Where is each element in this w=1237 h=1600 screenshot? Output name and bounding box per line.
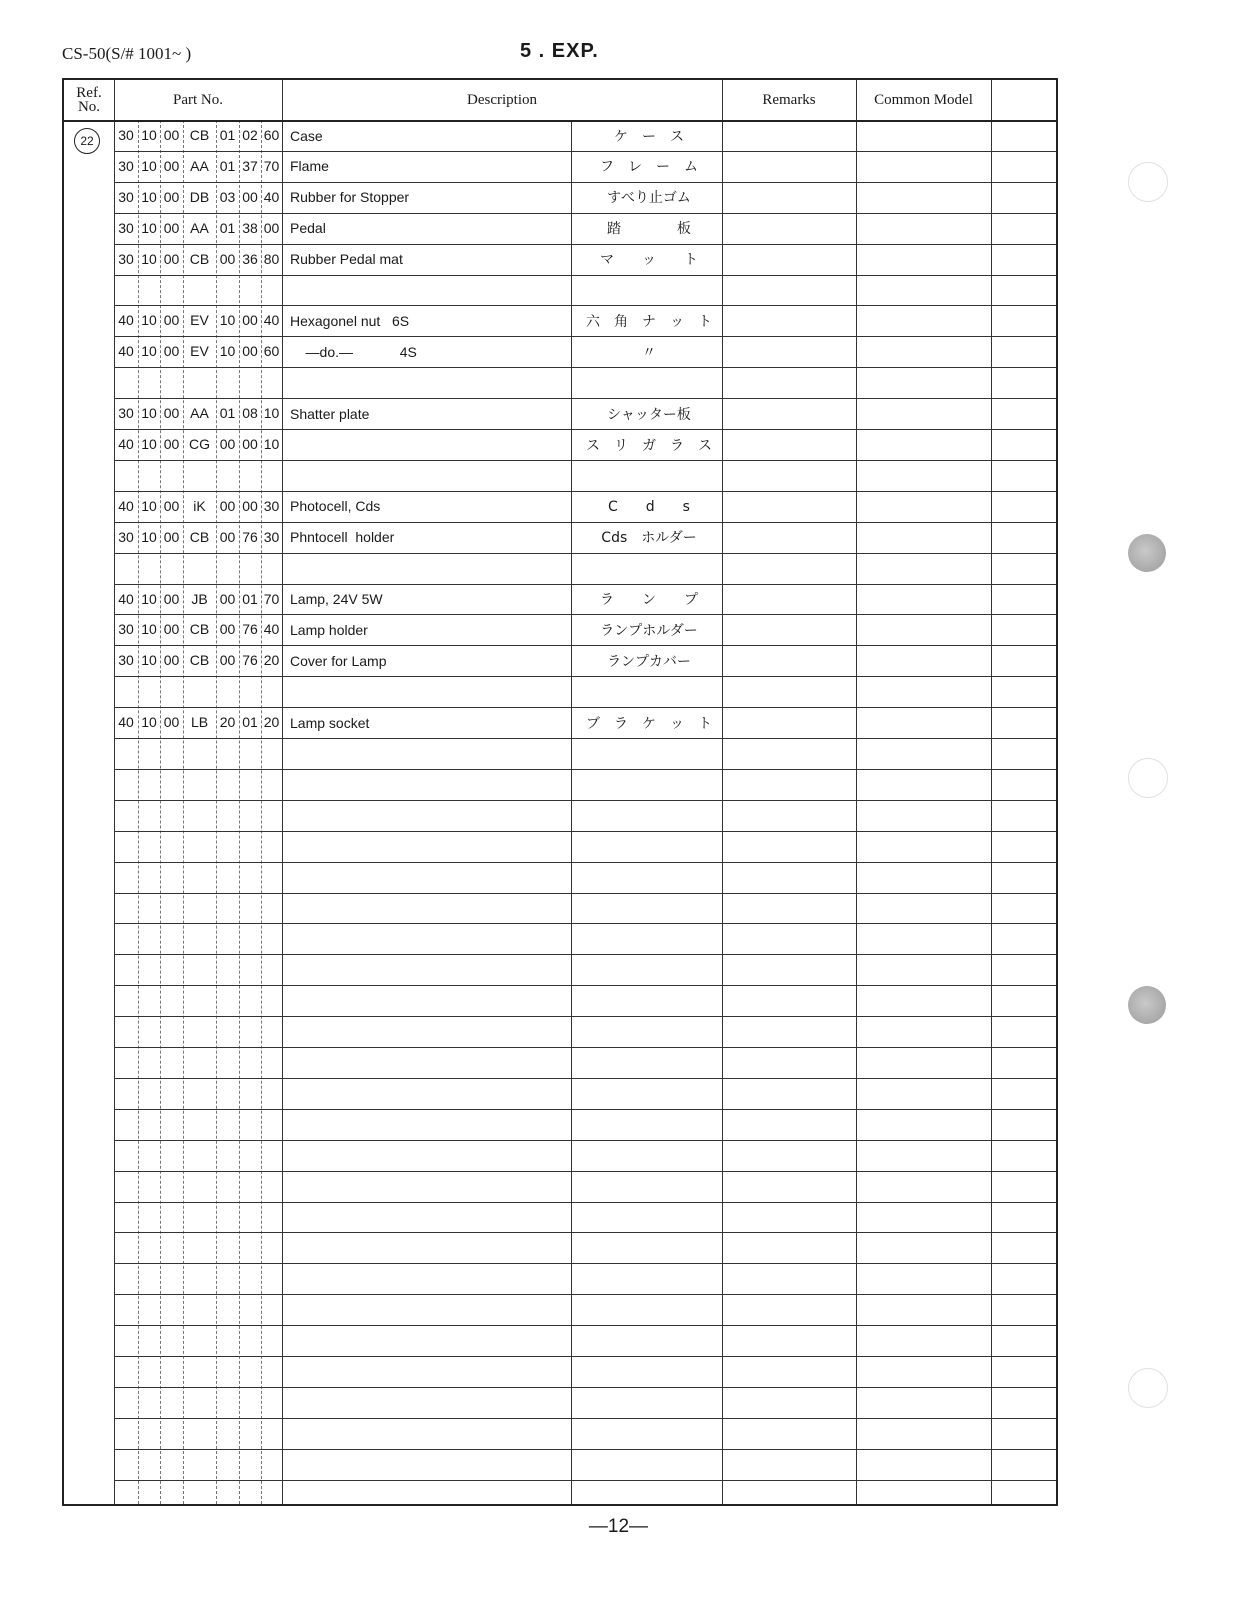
part-number-segment: 70 bbox=[263, 157, 280, 174]
ref-badge: 22 bbox=[74, 128, 100, 154]
row-rule bbox=[114, 1202, 1056, 1203]
description-en bbox=[290, 275, 570, 306]
part-number-segment: 40 bbox=[118, 436, 134, 452]
table-row bbox=[114, 893, 1056, 924]
description-en: Case bbox=[290, 127, 323, 144]
description-en: —do.— 4S bbox=[290, 343, 417, 360]
part-number-segment: 10 bbox=[141, 250, 157, 267]
part-number-segment: CB bbox=[189, 652, 210, 669]
description-en bbox=[290, 553, 570, 584]
row-rule bbox=[114, 1356, 1056, 1357]
part-number-segment: AA bbox=[190, 405, 209, 422]
header-remarks: Remarks bbox=[762, 92, 816, 108]
part-number-segment: 01 bbox=[219, 157, 236, 174]
row-rule bbox=[114, 1480, 1056, 1481]
description-jp: ブ ラ ケ ッ ト bbox=[586, 715, 712, 732]
part-number-segment bbox=[183, 275, 216, 306]
part-number-segment: 01 bbox=[242, 590, 258, 607]
part-number-segment: 08 bbox=[242, 405, 258, 422]
part-number-segment: 00 bbox=[163, 405, 180, 422]
part-number-segment bbox=[160, 460, 183, 491]
description-en: Phntocell holder bbox=[290, 529, 395, 546]
row-rule bbox=[114, 367, 1056, 368]
table-row bbox=[114, 738, 1056, 769]
part-number-segment: 00 bbox=[163, 528, 180, 545]
part-number-segment: 10 bbox=[263, 436, 280, 452]
part-number-segment bbox=[216, 676, 239, 707]
part-number-segment: 30 bbox=[118, 405, 134, 422]
row-rule bbox=[114, 336, 1056, 337]
part-number-segment: 20 bbox=[263, 714, 280, 731]
part-number-segment: 76 bbox=[242, 621, 258, 638]
part-number-segment: 00 bbox=[219, 590, 236, 607]
part-number-segment: 20 bbox=[219, 714, 236, 731]
part-number-segment bbox=[160, 676, 183, 707]
description-jp: Cds ホルダー bbox=[601, 530, 697, 547]
table-row bbox=[114, 1325, 1056, 1356]
row-rule bbox=[114, 1449, 1056, 1450]
part-number-segment: 10 bbox=[141, 405, 157, 422]
part-number-segment: 03 bbox=[219, 188, 236, 205]
description-jp: C d s bbox=[608, 499, 690, 516]
part-number-segment: 00 bbox=[163, 157, 180, 174]
table-row bbox=[114, 213, 1056, 244]
part-number-segment: 10 bbox=[141, 497, 157, 514]
part-number-segment: AA bbox=[190, 157, 209, 174]
part-number-segment bbox=[261, 367, 282, 398]
part-number-segment: AA bbox=[190, 219, 209, 236]
part-number-segment bbox=[138, 553, 160, 584]
part-number-segment bbox=[239, 367, 261, 398]
part-number-segment bbox=[239, 275, 261, 306]
part-number-segment: 40 bbox=[118, 312, 134, 329]
part-number-segment: 10 bbox=[141, 590, 157, 607]
part-number-segment: 00 bbox=[163, 621, 180, 638]
description-jp: 踏 板 bbox=[607, 221, 691, 238]
part-number-segment bbox=[261, 460, 282, 491]
table-row bbox=[114, 120, 1056, 151]
part-number-segment: 38 bbox=[242, 219, 258, 236]
description-jp bbox=[586, 553, 712, 584]
part-number-segment: 00 bbox=[163, 497, 180, 514]
part-number-segment: 10 bbox=[141, 714, 157, 731]
description-en: Lamp socket bbox=[290, 714, 370, 731]
description-en bbox=[290, 429, 570, 460]
part-number-segment: 00 bbox=[163, 652, 180, 669]
header-ref-no: Ref. No. bbox=[76, 85, 102, 115]
row-rule bbox=[114, 460, 1056, 461]
part-number-segment bbox=[183, 367, 216, 398]
part-number-segment: 10 bbox=[141, 157, 157, 174]
part-number-segment bbox=[138, 676, 160, 707]
description-jp bbox=[586, 676, 712, 707]
row-rule bbox=[114, 305, 1056, 306]
table-row bbox=[114, 614, 1056, 645]
table-row bbox=[114, 275, 1056, 306]
binder-hole bbox=[1128, 758, 1168, 798]
part-number-segment: EV bbox=[190, 312, 209, 329]
binder-hole bbox=[1128, 986, 1166, 1024]
row-rule bbox=[114, 213, 1056, 214]
description-en: Rubber Pedal mat bbox=[290, 251, 403, 268]
part-number-segment: JB bbox=[191, 590, 208, 607]
row-rule bbox=[114, 429, 1056, 430]
part-number-segment bbox=[183, 553, 216, 584]
part-number-segment: 70 bbox=[263, 590, 280, 607]
description-jp: フ レ ー ム bbox=[600, 159, 698, 176]
part-number-segment bbox=[114, 460, 138, 491]
description-jp: すべり止ゴム bbox=[607, 190, 691, 207]
part-number-segment: 00 bbox=[242, 312, 258, 329]
table-row bbox=[114, 1171, 1056, 1202]
table-row bbox=[114, 584, 1056, 615]
description-jp: ス リ ガ ラ ス bbox=[586, 437, 712, 454]
part-number-segment: 01 bbox=[242, 714, 258, 731]
table-row bbox=[114, 985, 1056, 1016]
part-number-segment: 10 bbox=[141, 652, 157, 669]
table-row bbox=[114, 182, 1056, 213]
part-number-segment: CB bbox=[189, 250, 210, 267]
table-row bbox=[114, 1294, 1056, 1325]
part-number-segment: 10 bbox=[141, 528, 157, 545]
row-rule bbox=[114, 244, 1056, 245]
part-number-segment: 40 bbox=[263, 621, 280, 638]
part-number-segment: 00 bbox=[163, 312, 180, 329]
part-number-segment bbox=[216, 460, 239, 491]
part-number-segment: iK bbox=[193, 497, 206, 514]
part-number-segment: 37 bbox=[242, 157, 258, 174]
part-number-segment: 10 bbox=[141, 312, 157, 329]
table-row bbox=[114, 923, 1056, 954]
part-number-segment bbox=[160, 553, 183, 584]
row-rule bbox=[114, 1263, 1056, 1264]
table-row bbox=[114, 429, 1056, 460]
part-number-segment bbox=[183, 460, 216, 491]
header-description: Description bbox=[467, 92, 537, 108]
table-row bbox=[114, 831, 1056, 862]
part-number-segment: 40 bbox=[118, 590, 134, 607]
row-rule bbox=[114, 1047, 1056, 1048]
header-part-no: Part No. bbox=[173, 92, 223, 108]
description-jp: 六 角 ナ ッ ト bbox=[586, 313, 712, 330]
part-number-segment: 60 bbox=[263, 127, 280, 143]
row-rule bbox=[114, 1109, 1056, 1110]
part-number-segment: 01 bbox=[219, 405, 236, 422]
part-number-segment: 76 bbox=[242, 652, 258, 669]
row-rule bbox=[114, 1171, 1056, 1172]
part-number-segment: 30 bbox=[118, 621, 134, 638]
table-row bbox=[114, 1418, 1056, 1449]
row-rule bbox=[114, 800, 1056, 801]
part-number-segment bbox=[114, 367, 138, 398]
part-number-segment bbox=[216, 553, 239, 584]
table-row bbox=[114, 954, 1056, 985]
description-jp: シャッター板 bbox=[607, 406, 691, 423]
description-jp: ケ ー ス bbox=[614, 128, 684, 145]
part-number-segment: 40 bbox=[118, 714, 134, 731]
part-number-segment: CB bbox=[189, 127, 210, 143]
row-rule bbox=[114, 151, 1056, 152]
table-row bbox=[114, 398, 1056, 429]
part-number-segment bbox=[114, 275, 138, 306]
part-number-segment: LB bbox=[190, 714, 209, 731]
row-rule bbox=[114, 769, 1056, 770]
row-rule bbox=[114, 614, 1056, 615]
table-row bbox=[114, 460, 1056, 491]
part-number-segment: 36 bbox=[242, 250, 258, 267]
table-row bbox=[114, 491, 1056, 522]
description-en: Lamp, 24V 5W bbox=[290, 591, 383, 607]
table-row bbox=[114, 1047, 1056, 1078]
part-number-segment: 30 bbox=[118, 219, 134, 236]
description-en: Lamp holder bbox=[290, 621, 368, 638]
row-rule bbox=[114, 645, 1056, 646]
description-en: Shatter plate bbox=[290, 405, 370, 422]
part-number-segment: 00 bbox=[163, 590, 180, 607]
part-number-segment: 00 bbox=[242, 188, 258, 205]
part-number-segment: 30 bbox=[118, 127, 134, 143]
row-rule bbox=[114, 831, 1056, 832]
part-number-segment: 00 bbox=[163, 436, 180, 452]
table-row bbox=[114, 553, 1056, 584]
part-number-segment: CB bbox=[189, 621, 210, 638]
part-number-segment: 40 bbox=[263, 312, 280, 329]
table-row bbox=[114, 645, 1056, 676]
description-jp bbox=[586, 275, 712, 306]
description-en: Rubber for Stopper bbox=[290, 189, 410, 206]
part-number-segment: 60 bbox=[263, 343, 280, 360]
part-number-segment: 10 bbox=[219, 343, 236, 360]
table-row bbox=[114, 1449, 1056, 1480]
table-row bbox=[114, 1202, 1056, 1233]
binder-hole bbox=[1128, 1368, 1168, 1408]
row-rule bbox=[114, 522, 1056, 523]
table-row bbox=[114, 367, 1056, 398]
part-number-segment bbox=[261, 676, 282, 707]
description-en bbox=[290, 460, 570, 491]
row-rule bbox=[114, 707, 1056, 708]
description-en: Photocell, Cds bbox=[290, 498, 381, 515]
table-row bbox=[114, 1356, 1056, 1387]
part-number-segment: 02 bbox=[242, 127, 258, 143]
part-number-segment: EV bbox=[190, 343, 209, 360]
table-row bbox=[114, 1140, 1056, 1171]
parts-table bbox=[62, 78, 1058, 1506]
table-row bbox=[114, 1109, 1056, 1140]
row-rule bbox=[114, 584, 1056, 585]
binder-hole bbox=[1128, 162, 1168, 202]
description-en: Hexagonel nut 6S bbox=[290, 312, 410, 329]
part-number-segment: CB bbox=[189, 528, 210, 545]
row-rule bbox=[114, 553, 1056, 554]
table-row bbox=[114, 862, 1056, 893]
page-title: 5 . EXP. bbox=[520, 40, 599, 62]
part-number-segment: 00 bbox=[242, 497, 258, 514]
description-jp: マ ッ ト bbox=[600, 252, 698, 269]
part-number-segment: 00 bbox=[163, 250, 180, 267]
binder-hole bbox=[1128, 534, 1166, 572]
part-number-segment: 00 bbox=[163, 188, 180, 205]
row-rule bbox=[114, 676, 1056, 677]
part-number-segment: 30 bbox=[263, 497, 280, 514]
part-number-segment: 00 bbox=[163, 219, 180, 236]
part-number-segment: 01 bbox=[219, 127, 236, 143]
part-number-segment: 00 bbox=[242, 436, 258, 452]
part-number-segment: 00 bbox=[163, 714, 180, 731]
part-number-segment: 40 bbox=[118, 343, 134, 360]
row-rule bbox=[114, 1078, 1056, 1079]
part-number-segment: 40 bbox=[263, 188, 280, 205]
row-rule bbox=[114, 1294, 1056, 1295]
row-rule bbox=[114, 491, 1056, 492]
part-number-segment: 00 bbox=[219, 436, 236, 452]
row-rule bbox=[114, 1418, 1056, 1419]
part-number-segment: 30 bbox=[118, 188, 134, 205]
part-number-segment: 00 bbox=[163, 343, 180, 360]
part-number-segment: 20 bbox=[263, 652, 280, 669]
description-jp bbox=[586, 367, 712, 398]
description-en bbox=[290, 676, 570, 707]
row-rule bbox=[114, 985, 1056, 986]
part-number-segment bbox=[138, 367, 160, 398]
part-number-segment: 00 bbox=[263, 219, 280, 236]
row-rule bbox=[114, 738, 1056, 739]
row-rule bbox=[114, 1232, 1056, 1233]
part-number-segment: 00 bbox=[219, 497, 236, 514]
part-number-segment: 30 bbox=[263, 528, 280, 545]
part-number-segment: 00 bbox=[219, 528, 236, 545]
table-row bbox=[114, 1387, 1056, 1418]
part-number-segment bbox=[216, 275, 239, 306]
row-rule bbox=[114, 1016, 1056, 1017]
part-number-segment: 10 bbox=[141, 621, 157, 638]
row-rule bbox=[114, 1387, 1056, 1388]
part-number-segment bbox=[138, 275, 160, 306]
description-jp: ランプカバー bbox=[607, 653, 691, 670]
part-number-segment: 10 bbox=[141, 127, 157, 143]
part-number-segment: 10 bbox=[141, 188, 157, 205]
row-rule bbox=[114, 182, 1056, 183]
part-number-segment bbox=[114, 676, 138, 707]
description-en: Pedal bbox=[290, 220, 326, 237]
description-jp: ラ ン プ bbox=[600, 592, 698, 608]
table-row bbox=[114, 336, 1056, 367]
part-number-segment: 10 bbox=[141, 436, 157, 452]
row-rule bbox=[114, 954, 1056, 955]
description-jp: 〃 bbox=[642, 344, 656, 361]
table-row bbox=[114, 1078, 1056, 1109]
table-row bbox=[114, 800, 1056, 831]
part-number-segment bbox=[183, 676, 216, 707]
table-row bbox=[114, 1263, 1056, 1294]
row-rule bbox=[114, 275, 1056, 276]
part-number-segment: 10 bbox=[141, 219, 157, 236]
part-number-segment: 00 bbox=[163, 127, 180, 143]
header-common-model: Common Model bbox=[874, 92, 973, 108]
part-number-segment bbox=[239, 460, 261, 491]
part-number-segment: 30 bbox=[118, 528, 134, 545]
part-number-segment: 00 bbox=[219, 250, 236, 267]
model-label: CS-50(S/# 1001~ ) bbox=[62, 44, 192, 63]
part-number-segment bbox=[114, 553, 138, 584]
table-row bbox=[114, 305, 1056, 336]
description-en bbox=[290, 367, 570, 398]
part-number-segment: 10 bbox=[141, 343, 157, 360]
table-row bbox=[114, 522, 1056, 553]
part-number-segment: 10 bbox=[263, 405, 280, 422]
part-number-segment bbox=[239, 676, 261, 707]
description-jp: ランプホルダー bbox=[600, 622, 698, 639]
part-number-segment bbox=[261, 275, 282, 306]
part-number-segment: DB bbox=[189, 188, 210, 205]
row-rule bbox=[114, 893, 1056, 894]
description-jp bbox=[586, 460, 712, 491]
part-number-segment: 80 bbox=[263, 250, 280, 267]
page-number: —12— bbox=[588, 1516, 649, 1537]
part-number-segment: 76 bbox=[242, 528, 258, 545]
part-number-segment bbox=[216, 367, 239, 398]
part-number-segment: CG bbox=[189, 436, 210, 452]
description-en: Cover for Lamp bbox=[290, 652, 387, 669]
table-row bbox=[114, 151, 1056, 182]
row-rule bbox=[114, 1325, 1056, 1326]
part-number-segment: 00 bbox=[219, 621, 236, 638]
part-number-segment: 30 bbox=[118, 157, 134, 174]
table-row bbox=[114, 1232, 1056, 1263]
part-number-segment bbox=[160, 367, 183, 398]
part-number-segment: 00 bbox=[242, 343, 258, 360]
part-number-segment: 00 bbox=[219, 652, 236, 669]
part-number-segment: 01 bbox=[219, 219, 236, 236]
part-number-segment: 30 bbox=[118, 652, 134, 669]
table-row bbox=[114, 676, 1056, 707]
table-row bbox=[114, 1016, 1056, 1047]
row-rule bbox=[114, 923, 1056, 924]
part-number-segment: 10 bbox=[219, 312, 236, 329]
row-rule bbox=[114, 1140, 1056, 1141]
part-number-segment: 30 bbox=[118, 250, 134, 267]
table-row bbox=[114, 1480, 1056, 1511]
part-number-segment bbox=[261, 553, 282, 584]
table-row bbox=[114, 769, 1056, 800]
table-row bbox=[114, 707, 1056, 738]
description-en: Flame bbox=[290, 158, 329, 175]
row-rule bbox=[114, 862, 1056, 863]
part-number-segment bbox=[160, 275, 183, 306]
part-number-segment bbox=[138, 460, 160, 491]
table-row bbox=[114, 244, 1056, 275]
row-rule bbox=[114, 398, 1056, 399]
part-number-segment bbox=[239, 553, 261, 584]
part-number-segment: 40 bbox=[118, 497, 134, 514]
